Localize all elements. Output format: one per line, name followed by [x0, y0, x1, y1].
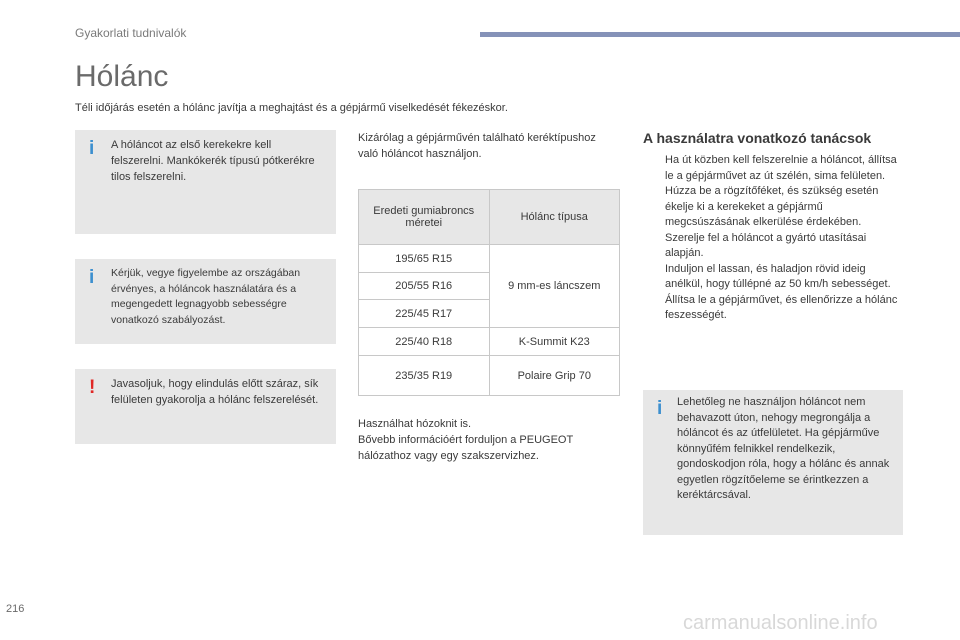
- watermark: carmanualsonline.info: [683, 612, 878, 634]
- table-cell-tyre: 195/65 R15: [359, 245, 490, 273]
- snow-sock-note: [358, 416, 608, 464]
- note-text: A hóláncot az első kerekekre kell felszerelni. Mankókerék típusú pótkerékre tilos felszerelni.: [111, 139, 315, 183]
- note-practice-warning: [75, 369, 336, 444]
- note-regulations: [75, 259, 336, 344]
- list-item: Szerelje fel a hóláncot a gyártó utasításai alapján.: [665, 231, 867, 259]
- page-title: Hólánc: [75, 60, 169, 93]
- table-cell-tyre: 205/55 R16: [359, 273, 490, 300]
- info-icon: i: [89, 138, 95, 159]
- note-alloy-wheels: [643, 390, 903, 535]
- dealer-contact-line: Bővebb információért forduljon a PEUGEOT hálózathoz vagy egy szakszervizhez.: [358, 434, 574, 462]
- chain-size-table: [358, 189, 620, 396]
- snow-sock-line: Használhat hózoknit is.: [358, 418, 472, 430]
- table-header-row: [359, 190, 620, 245]
- table-cell-tyre: 225/40 R18: [359, 328, 490, 356]
- table-cell-chain: K-Summit K23: [489, 328, 620, 356]
- table-header-tyre: Eredeti gumiabroncs méretei: [359, 190, 490, 245]
- page-number: 216: [6, 603, 25, 615]
- table-row: [359, 328, 620, 356]
- list-item: Állítsa le a gépjárművet, és ellenőrizze a hólánc feszességét.: [665, 293, 898, 321]
- table-row: [359, 356, 620, 396]
- table-header-chain: Hólánc típusa: [489, 190, 620, 245]
- usage-steps-list: [643, 153, 903, 324]
- table-cell-chain: 9 mm-es láncszem: [489, 245, 620, 328]
- chain-usage-text: Kizárólag a gépjárművén található keréktípushoz való hóláncot használjon.: [358, 132, 596, 160]
- note-text: Kérjük, vegye figyelembe az országában érvényes, a hóláncok használatára és a megengedett legnagyobb sebességre vonatkozó szabályozást.: [111, 267, 301, 326]
- note-front-wheels: [75, 130, 336, 234]
- table-cell-chain: Polaire Grip 70: [489, 356, 620, 396]
- header-accent-bar: [480, 32, 960, 37]
- list-item: Induljon el lassan, és haladjon rövid ideig anélkül, hogy túllépné az 50 km/h sebességet.: [665, 262, 891, 290]
- table-row: [359, 245, 620, 273]
- list-item: Húzza be a rögzítőféket, és szükség esetén ékelje ki a kerekeket a gépjármű megcsúszásának elkerülése érdekében.: [665, 185, 879, 228]
- info-icon: i: [657, 398, 663, 419]
- table-cell-tyre: 235/35 R19: [359, 356, 490, 396]
- section-header: Gyakorlati tudnivalók: [75, 26, 187, 40]
- intro-text: Téli időjárás esetén a hólánc javítja a meghajtást és a gépjármű viselkedését fékezéskor.: [75, 102, 508, 114]
- list-item: Ha út közben kell felszerelnie a hóláncot, állítsa le a gépjárművet az út szélén, sima felületen.: [665, 154, 897, 182]
- note-text: Lehetőleg ne használjon hóláncot nem behavazott úton, nehogy megrongálja a hóláncot és az útfelületet. Ha gépjárműve könnyűfém felnikkel rendelkezik, gondoskodjon róla, hogy a hólánc és annak egyetlen rögzítőeleme se érintkezzen a keréktárcsával.: [677, 396, 890, 501]
- note-text: Javasoljuk, hogy elindulás előtt száraz, sík felületen gyakorolja a hólánc felszerelését.: [111, 378, 319, 406]
- table-cell-tyre: 225/45 R17: [359, 300, 490, 328]
- info-icon: i: [89, 267, 95, 288]
- warning-icon: !: [89, 377, 96, 398]
- usage-tips-title: A használatra vonatkozó tanácsok: [643, 130, 872, 146]
